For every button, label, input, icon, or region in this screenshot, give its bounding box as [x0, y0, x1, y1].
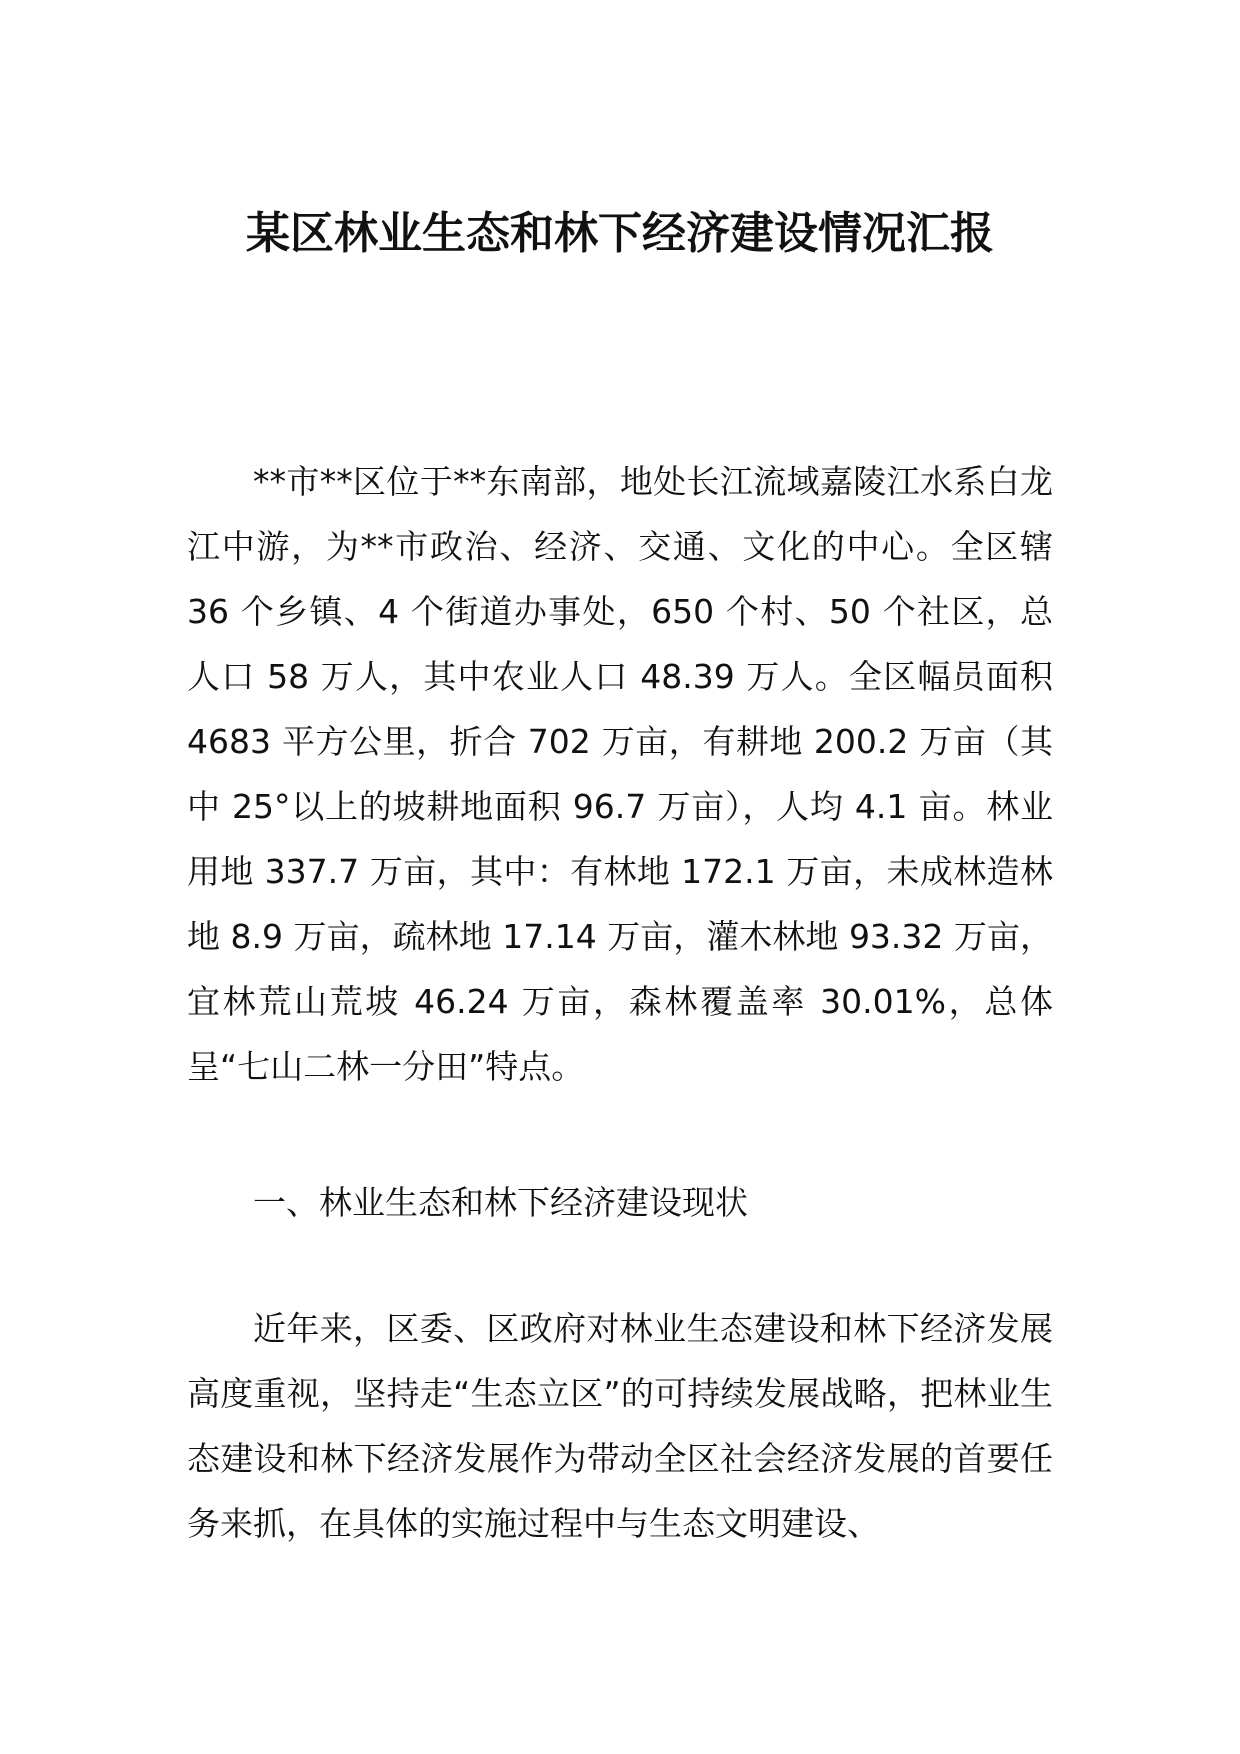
- section-heading: 一、林业生态和林下经济建设现状: [253, 1183, 748, 1222]
- document-title: 某区林业生态和林下经济建设情况汇报: [246, 208, 994, 259]
- intro-paragraph: **市**区位于**东南部，地处长江流域嘉陵江水系白龙江中游，为**市政治、经济、交通、文化的中心。全区辖 36 个乡镇、4 个街道办事处，650 个村、50 个社区，总人口 58 万人，其中农业人口 48.39 万人。全区幅员面积 4683 平方公里，折合 702 万亩，有耕地 200.2 万亩（其中 25°以上的坡耕地面积 96.7 万亩），人均 4.1 亩。林业用地 337.7 万亩，其中：有林地 172.1 万亩，未成林造林地 8.9 万亩，疏林地 17.14 万亩，灌木林地 93.32 万亩，宜林荒山荒坡 46.24 万亩，森林覆盖率 30.01%，总体呈“七山二林一分田”特点。: [187, 462, 1053, 1086]
- section-paragraph: 近年来，区委、区政府对林业生态建设和林下经济发展高度重视，坚持走“生态立区”的可持续发展战略，把林业生态建设和林下经济发展作为带动全区社会经济发展的首要任务来抓，在具体的实施过程中与生态文明建设、: [187, 1309, 1053, 1543]
